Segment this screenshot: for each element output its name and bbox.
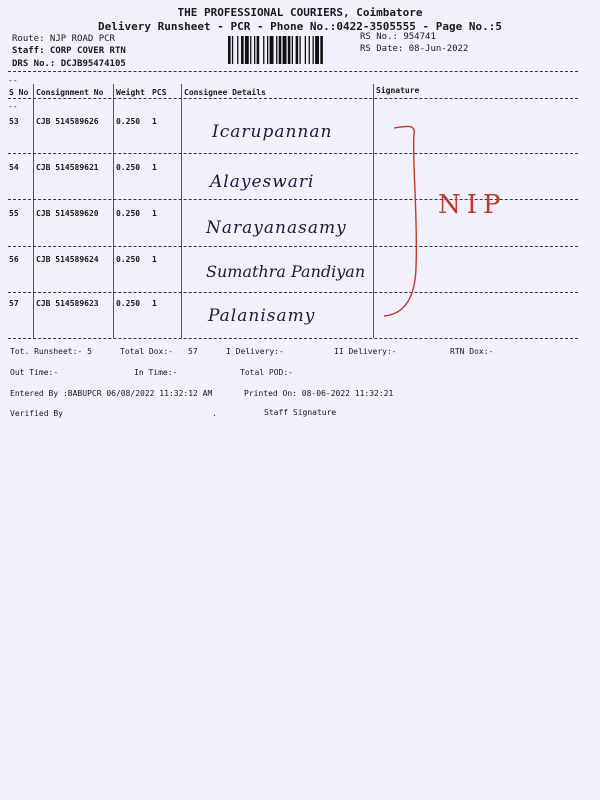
i-delivery: I Delivery:-	[226, 347, 284, 356]
divider	[8, 71, 578, 72]
row-consignee-handwritten: Alayeswari	[210, 172, 315, 192]
printed-on: Printed On: 08-06-2022 11:32:21	[244, 389, 394, 398]
row-sno: 54	[9, 163, 19, 172]
row-sno: 57	[9, 299, 19, 308]
barcode-bar	[320, 36, 323, 64]
barcode-bar	[296, 36, 299, 64]
staff-label: Staff: CORP COVER RTN	[12, 46, 126, 56]
signature-note: NIP	[438, 190, 507, 220]
total-dox-value: 57	[188, 347, 198, 356]
row-consignee-handwritten: Icarupannan	[212, 122, 333, 142]
barcode-bar	[270, 36, 274, 64]
row-pcs: 1	[152, 209, 157, 218]
barcode-bar	[228, 36, 231, 64]
row-weight: 0.250	[116, 299, 141, 308]
col-signature: Signature	[376, 86, 420, 95]
row-consignment: CJB 514589623	[36, 299, 99, 308]
barcode-bar	[241, 36, 244, 64]
barcode-bar	[315, 36, 319, 64]
barcode-bar	[237, 36, 238, 64]
barcode-bar	[309, 36, 310, 64]
col-weight: Weight	[116, 88, 145, 97]
divider	[8, 98, 578, 99]
signature-scribble	[376, 118, 506, 323]
row-pcs: 1	[152, 255, 157, 264]
rs-date: RS Date: 08-Jun-2022	[360, 44, 469, 54]
barcode-bar	[300, 36, 301, 64]
row-sno: 56	[9, 255, 19, 264]
rtn-dox: RTN Dox:-	[450, 347, 494, 356]
barcode-bar	[263, 36, 264, 64]
out-time: Out Time:-	[10, 368, 59, 377]
divider-mark: --	[8, 102, 18, 111]
runsheet-subtitle: Delivery Runsheet - PCR - Phone No.:0422-3505555 - Page No.:5	[98, 20, 502, 33]
entered-by: Entered By :BABUPCR 06/08/2022 11:32:12 AM	[10, 389, 213, 398]
barcode-bar	[267, 36, 268, 64]
drs-number: DRS No.: DCJB95474105	[12, 59, 126, 69]
row-consignee-handwritten: Palanisamy	[208, 306, 316, 326]
row-consignee-handwritten: Sumathra Pandiyan	[206, 262, 366, 281]
col-consignment: Consignment No	[36, 88, 104, 97]
in-time: In Time:-	[134, 368, 178, 377]
column-rule	[181, 84, 182, 338]
rs-number: RS No.: 954741	[360, 32, 436, 42]
total-pod: Total POD:-	[240, 368, 293, 377]
row-pcs: 1	[152, 299, 157, 308]
column-rule	[113, 84, 114, 338]
row-sno: 55	[9, 209, 19, 218]
row-sno: 53	[9, 117, 19, 126]
row-weight: 0.250	[116, 163, 141, 172]
row-consignee-handwritten: Narayanasamy	[206, 218, 347, 238]
col-consignee: Consignee Details	[184, 88, 266, 97]
barcode-bar	[257, 36, 260, 64]
column-rule	[373, 84, 374, 338]
row-pcs: 1	[152, 117, 157, 126]
barcode-bar	[279, 36, 282, 64]
row-consignment: CJB 514589621	[36, 163, 99, 172]
row-consignment: CJB 514589626	[36, 117, 99, 126]
ii-delivery: II Delivery:-	[334, 347, 397, 356]
tot-runsheet: Tot. Runsheet:- 5	[10, 347, 92, 356]
barcode-bar	[250, 36, 251, 64]
column-rule	[33, 84, 34, 338]
row-consignment: CJB 514589624	[36, 255, 99, 264]
barcode-graphic	[228, 36, 354, 64]
company-title: THE PROFESSIONAL COURIERS, Coimbatore	[177, 6, 423, 19]
row-consignment: CJB 514589620	[36, 209, 99, 218]
barcode-bar	[288, 36, 291, 64]
row-weight: 0.250	[116, 209, 141, 218]
row-weight: 0.250	[116, 117, 141, 126]
barcode-bar	[305, 36, 306, 64]
row-pcs: 1	[152, 163, 157, 172]
barcode-bar	[276, 36, 277, 64]
row-weight: 0.250	[116, 255, 141, 264]
barcode-bar	[232, 36, 233, 64]
barcode-bar	[283, 36, 287, 64]
total-dox-label: Total Dox:-	[120, 347, 173, 356]
row-divider	[8, 338, 578, 339]
barcode-bar	[292, 36, 293, 64]
divider-mark: --	[8, 76, 18, 85]
staff-signature: Staff Signature	[264, 408, 337, 417]
route-label: Route: NJP ROAD PCR	[12, 34, 115, 44]
barcode-bar	[245, 36, 249, 64]
verified-by: Verified By	[10, 409, 63, 418]
barcode-bar	[254, 36, 255, 64]
col-pcs: PCS	[152, 88, 167, 97]
dot-mark: .	[212, 409, 217, 418]
barcode-bar	[313, 36, 314, 64]
col-sno: S No	[9, 88, 29, 97]
